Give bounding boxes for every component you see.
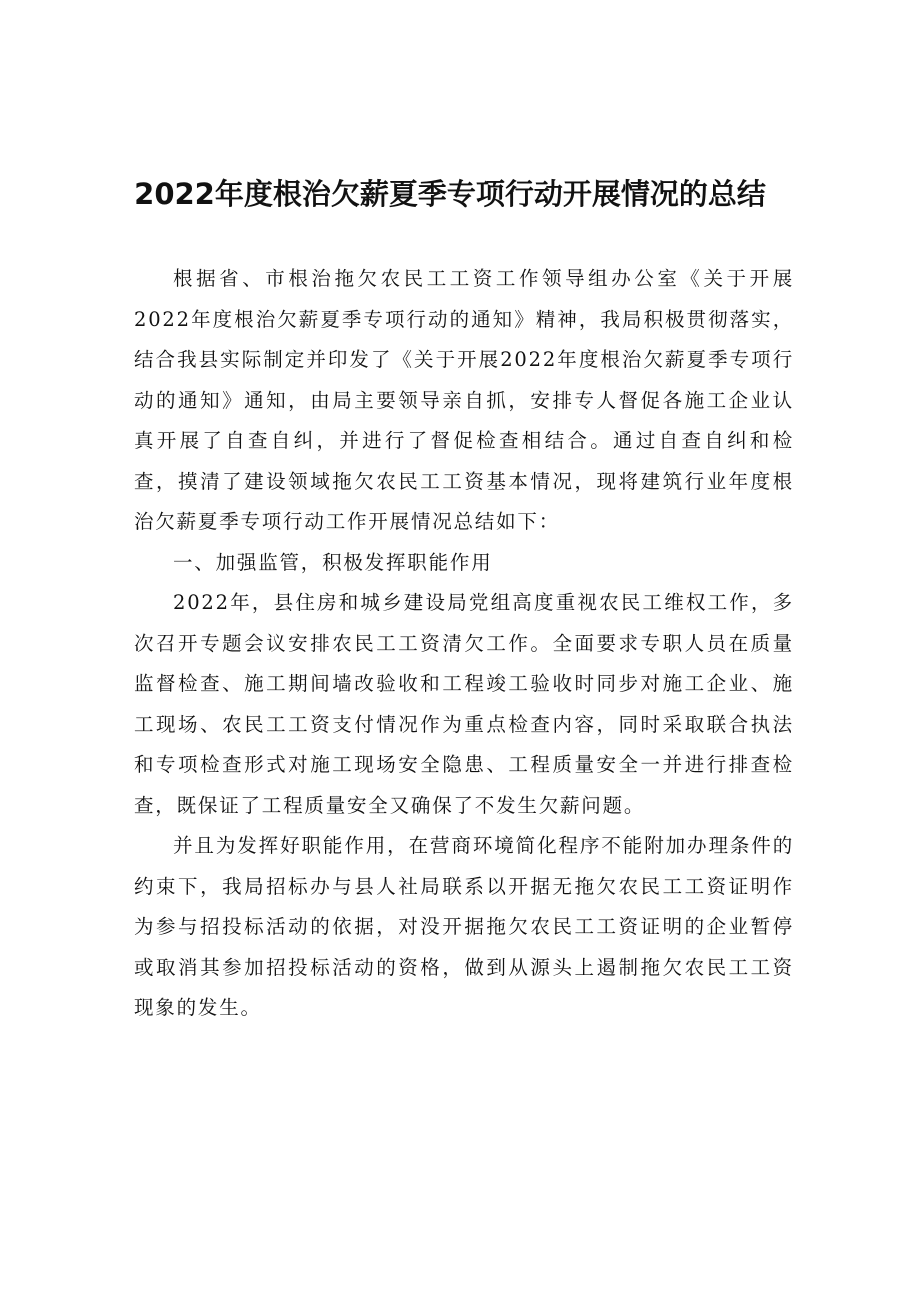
document-body xyxy=(134,259,794,1029)
paragraph-section-1-b: 并且为发挥好职能作用，在营商环境简化程序不能附加办理条件的约束下，我局招标办与县人社局联系以开据无拖欠农民工工资证明作为参与招投标活动的依据，对没开据拖欠农民工工资证明的企业暂停或取消其参加招投标活动的资格，做到从源头上遏制拖欠农民工工资现象的发生。 xyxy=(134,834,794,1019)
section-heading-1: 一、加强监管，积极发挥职能作用 xyxy=(173,550,493,574)
paragraph-intro: 根据省、市根治拖欠农民工工资工作领导组办公室《关于开展2022年度根治欠薪夏季专项行动的通知》精神，我局积极贯彻落实，结合我县实际制定并印发了《关于开展2022年度根治欠薪夏季专项行动的通知》通知，由局主要领导亲自抓，安排专人督促各施工企业认真开展了自查自纠，并进行了督促检查相结合。通过自查自纠和检查，摸清了建设领域拖欠农民工工资基本情况，现将建筑行业年度根治欠薪夏季专项行动工作开展情况总结如下： xyxy=(134,267,794,533)
paragraph-section-1-a: 2022年，县住房和城乡建设局党组高度重视农民工维权工作，多次召开专题会议安排农民工工资清欠工作。全面要求专职人员在质量监督检查、施工期间墙改验收和工程竣工验收时同步对施工企业、施工现场、农民工工资支付情况作为重点检查内容，同时采取联合执法和专项检查形式对施工现场安全隐患、工程质量安全一并进行排查检查，既保证了工程质量安全又确保了不发生欠薪问题。 xyxy=(134,591,794,817)
document-title: 2022年度根治欠薪夏季专项行动开展情况的总结 xyxy=(134,177,766,211)
